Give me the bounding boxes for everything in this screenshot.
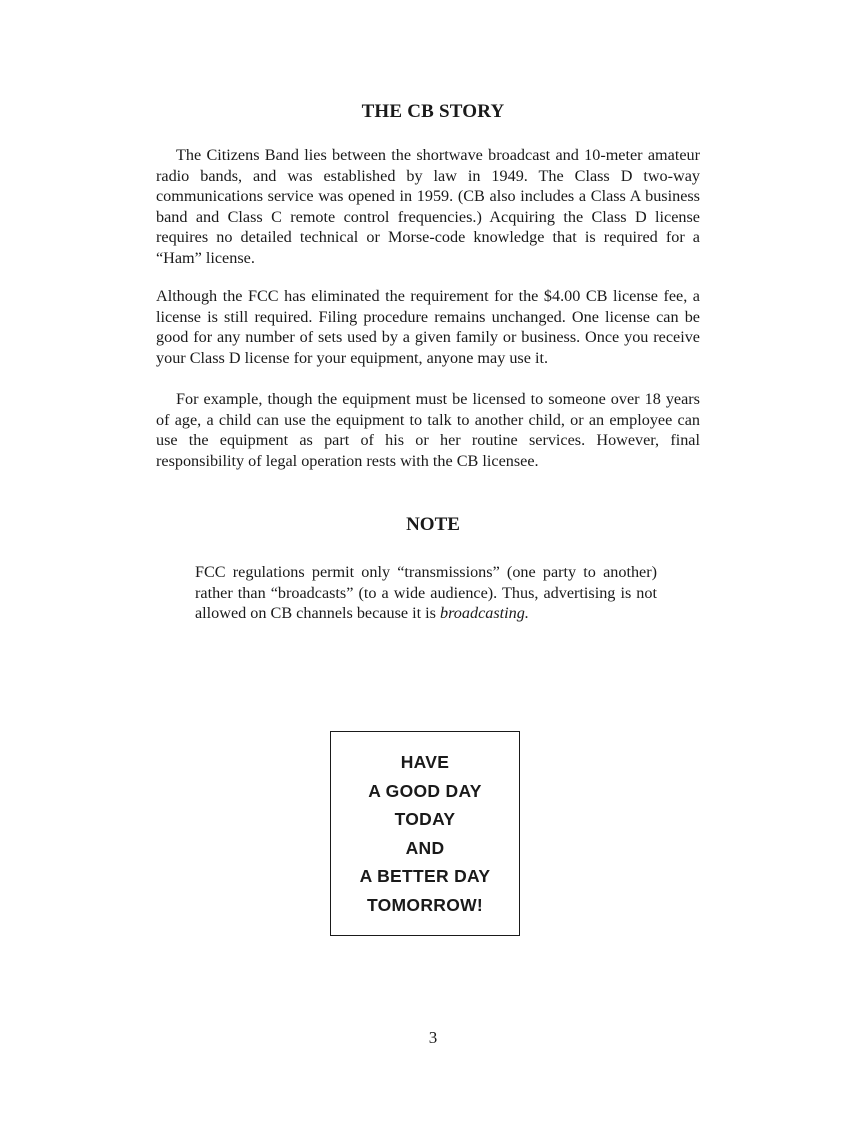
note-body xyxy=(195,562,657,624)
page-title: THE CB STORY xyxy=(361,101,505,122)
boxed-message-line: AND xyxy=(405,837,445,858)
paragraph-license-fee: Although the FCC has eliminated the requirement for the $4.00 CB license fee, a license is still required. Filing procedure remains unchanged. One license can be good for any number of sets used by a given family or business. Once you receive your Class D license for your equipment, anyone may use it. xyxy=(156,287,700,367)
note-heading: NOTE xyxy=(406,514,460,535)
boxed-message-line: A GOOD DAY xyxy=(368,780,482,801)
paragraph-example: For example, though the equipment must be licensed to someone over 18 years of age, a child can use the equipment to talk to another child, or an employee can use the equipment as part of his or her routine services. However, final responsibility of legal operation rests with the CB licensee. xyxy=(156,390,700,470)
boxed-message-line: TODAY xyxy=(394,809,456,829)
note-text-main: FCC regulations permit only “transmissions” (one party to another) rather than “broadcasts” (to a wide audience). Thus, advertising is not allowed on CB channels because it is xyxy=(195,563,657,622)
boxed-message-line: HAVE xyxy=(400,752,450,772)
boxed-message xyxy=(330,731,520,936)
note-text-emphasis: broadcasting. xyxy=(440,604,529,622)
page-number: 3 xyxy=(428,1028,438,1047)
boxed-message-line: TOMORROW! xyxy=(366,894,484,915)
paragraph-citizens-band: The Citizens Band lies between the shortwave broadcast and 10-meter amateur radio bands, and was established by law in 1949. The Class D two-way communications service was opened in 1959. (CB also includes a Class A business band and Class C remote control frequencies.) Acquiring the Class D license requires no detailed technical or Morse-code knowledge that is required for a “Ham” license. xyxy=(156,146,700,267)
boxed-message-line: A BETTER DAY xyxy=(359,866,491,886)
